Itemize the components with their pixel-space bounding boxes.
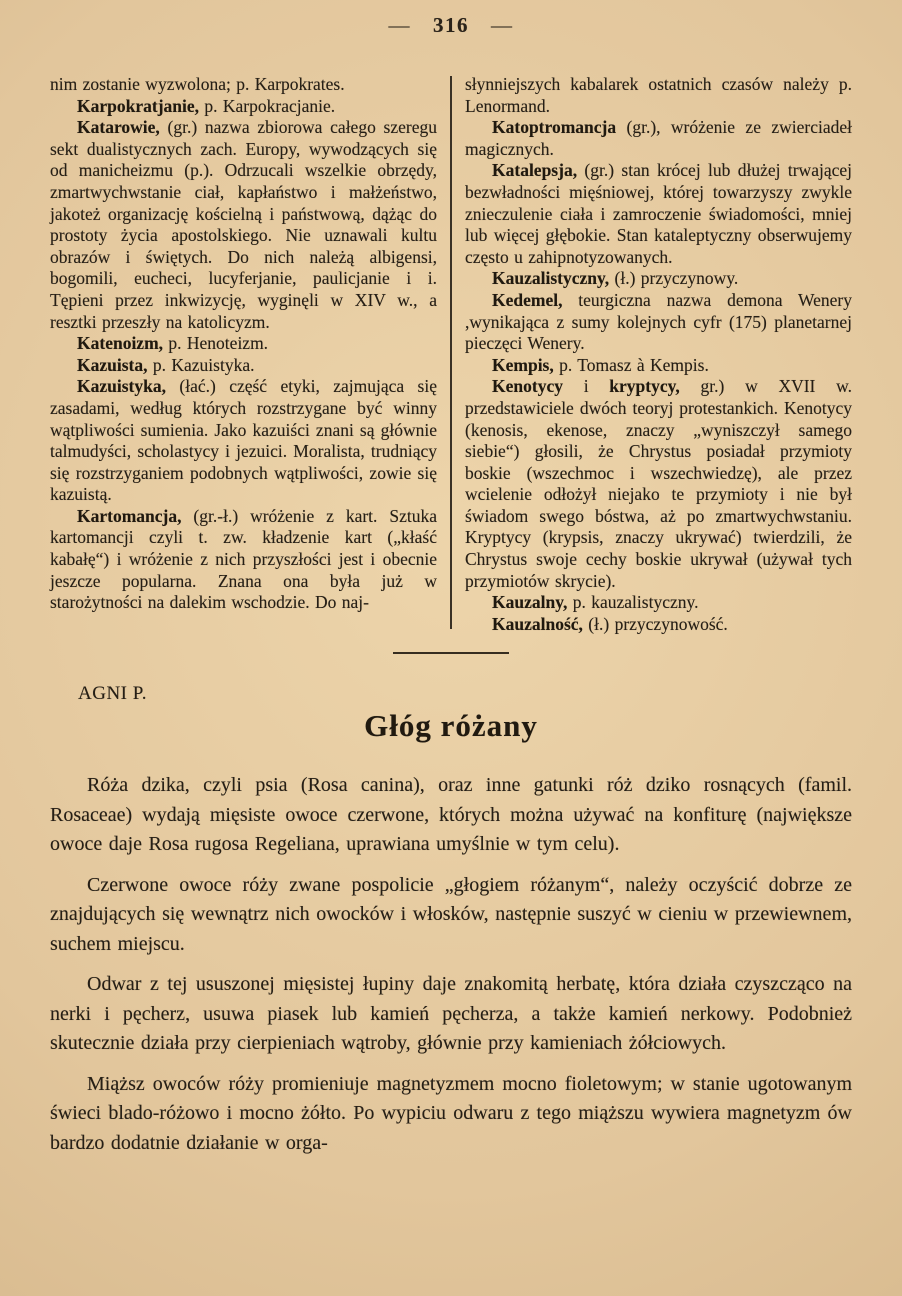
dictionary-entry	[465, 117, 852, 160]
entry-text: nim zostanie wyzwolona; p. Karpokrates.	[50, 74, 345, 94]
article-paragraph: Róża dzika, czyli psia (Rosa canina), oraz inne gatunki róż dziko rosnących (famil. Rosaceae) wydają mięsiste owoce czerwone, których można używać na konfiturę (największe owoce daje Rosa rugosa Regeliana, uprawiana umyślnie w tym celu).	[50, 774, 852, 856]
dictionary-entry	[465, 290, 852, 355]
section-divider	[393, 652, 509, 654]
entry-term: Kauzalny,	[492, 592, 568, 613]
dictionary-entry	[465, 592, 852, 614]
entry-text: (łać.) część etyki, zajmująca się zasadami, według których rozstrzygane być winny wątpliwości sumienia. Jako kazuiści znani są głównie talmudyści, scholastycy i jezuici. Moralista, trudniący się rozstrzyganiem podobnych wątpliwości, zowie się kazuistą.	[50, 376, 437, 505]
article-paragraph: Miąższ owoców róży promieniuje magnetyzmem mocno fioletowym; w stanie ugotowanym świeci blado-różowo i mocno żółto. Po wypiciu odwaru z tego miąższu wywiera magnetyzm ów bardzo dodatnie działanie w orga-	[50, 1072, 852, 1154]
entry-text: słynniejszych kabalarek ostatnich czasów należy p. Lenormand.	[465, 74, 852, 116]
dictionary-section	[0, 74, 902, 635]
dictionary-entry	[465, 355, 852, 377]
entry-term: Kazuista,	[77, 354, 148, 375]
dictionary-entry	[50, 376, 437, 506]
dictionary-right-column	[465, 74, 852, 635]
dictionary-entry	[50, 96, 437, 118]
entry-text: (ł.) przyczynowy.	[609, 268, 739, 289]
dictionary-entry	[465, 376, 852, 592]
dictionary-entry	[465, 74, 852, 117]
dictionary-entry	[465, 268, 852, 290]
entry-term: Kedemel,	[492, 289, 563, 310]
entry-text: (gr.) nazwa zbiorowa całego szeregu sekt dualistycznych zach. Europy, wywodzących się od manicheizmu (p.). Odrzucali wszelkie obrzędy, zmartwychwstanie ciał, kapłaństwo i małżeństwo, jakoteż organizację kościelną i państwową, dążąc do prostoty życia apostolskiego. Nie uznawali kultu obrazów i świętych. Do nich należą albigensi, bogomili, eucheci, lucyferjanie, paulicjanie i i. Tępieni przez inkwizycję, wyginęli w XIV w., a resztki przeszły na katolicyzm.	[50, 117, 437, 332]
entry-text: (gr.-ł.) wróżenie z kart. Sztuka kartomancji czyli t. zw. kładzenie kart („kłaść kabałę“) i wróżenie z nich przyszłości jest i obecnie jeszcze popularna. Znana ona była już w starożytności na dalekim wschodzie. Do naj-	[50, 505, 437, 613]
dictionary-entry	[50, 355, 437, 377]
entry-term: Katarowie,	[77, 117, 160, 138]
entry-text: gr.) w XVII w. przedstawiciele dwóch teoryj protestankich. Kenotycy (kenosis, ekenose, znaczy „wyniszczył samego siebie“) głosili, że Chrystus posiadał przymioty boskie (wszechmoc i wszechwiedzę), ale przez wcielenie odłożył niejako te przymioty i nie był świadom swego bóstwa, aż po zmartwychwstaniu. Kryptycy (krypsis, znaczy ukrywać) twierdzili, że Chrystus swoje cechy boskie ukrywał (używał tych przymiotów skrycie).	[465, 376, 852, 591]
entry-text: p. Karpokracjanie.	[199, 95, 336, 116]
entry-term: Kempis,	[492, 354, 554, 375]
page-number: 316	[433, 13, 469, 37]
dictionary-entry	[465, 160, 852, 268]
column-divider	[450, 76, 452, 629]
article-paragraph: Odwar z tej ususzonej mięsistej łupiny daje znakomitą herbatę, która działa czyszcząco na nerki i pęcherz, usuwa piasek lub kamień pęcherza, a także kamień nerkowy. Podobnież skutecznie działa przy cierpieniach wątroby, głównie przy kamieniach żółciowych.	[50, 973, 852, 1055]
dictionary-entry	[50, 74, 437, 96]
article-body	[0, 771, 902, 1158]
dictionary-entry	[50, 333, 437, 355]
entry-term: Kauzalność,	[492, 613, 583, 634]
entry-text: (gr.), wróżenie ze zwierciadeł magicznych.	[465, 117, 852, 159]
dictionary-entry	[50, 117, 437, 333]
entry-term: Kartomancja,	[77, 505, 182, 526]
entry-term: Katoptromancja	[492, 117, 617, 138]
entry-text: teurgiczna nazwa demona Wenery ,wynikająca z sumy kolejnych cyfr (175) planetarnej pieczęci Wenery.	[465, 289, 852, 354]
entry-term: kryptycy,	[609, 376, 680, 397]
dictionary-left-column	[50, 74, 437, 635]
header-dash-left: —	[388, 13, 411, 37]
entry-term: Karpokratjanie,	[77, 95, 200, 116]
article-title: Głóg różany	[364, 708, 538, 744]
article-label: AGNI P.	[78, 683, 147, 705]
page-header	[0, 0, 902, 38]
entry-text: p. Tomasz à Kempis.	[553, 354, 709, 375]
article-paragraph: Czerwone owoce róży zwane pospolicie „głogiem różanym“, należy oczyścić dobrze ze znajdujących się wewnątrz nich owocków i włosków, następnie suszyć w cieniu w przewiewnem, suchem miejscu.	[50, 873, 852, 955]
dictionary-entry	[50, 506, 437, 614]
entry-term: Kenotycy	[492, 376, 563, 397]
entry-text: p. Kazuistyka.	[147, 354, 255, 375]
entry-text: p. Henoteizm.	[163, 333, 269, 354]
entry-text: i	[562, 376, 610, 397]
entry-text: (ł.) przyczynowość.	[582, 613, 728, 634]
entry-term: Kauzalistyczny,	[492, 268, 610, 289]
entry-term: Katenoizm,	[77, 333, 164, 354]
entry-term: Kazuistyka,	[77, 376, 166, 397]
entry-text: (gr.) stan krócej lub dłużej trwającej bezwładności mięśniowej, której towarzyszy zwykle znieczulenie ciała i zamroczenie świadomości, mniej lub więcej głębokie. Stan kataleptyczny obserwujemy często u zahipnotyzowanych.	[465, 160, 852, 267]
header-dash-right: —	[491, 13, 514, 37]
entry-text: p. kauzalistyczny.	[567, 592, 699, 613]
dictionary-entry	[465, 614, 852, 636]
entry-term: Katalepsja,	[492, 160, 578, 181]
